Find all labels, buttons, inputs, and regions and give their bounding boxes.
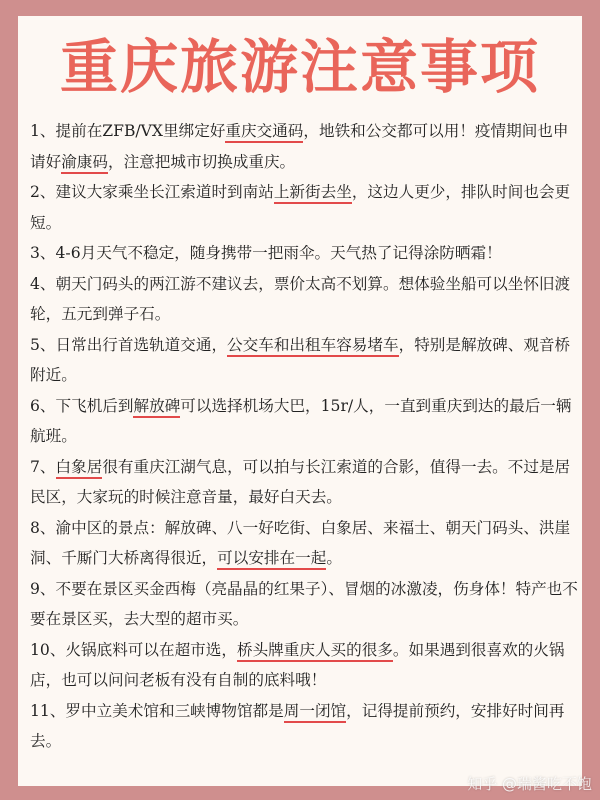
tip-item-8 <box>30 513 578 574</box>
tip-item-9 <box>30 574 578 635</box>
tip-text: 7、 <box>30 457 56 476</box>
tip-text: 2、建议大家乘坐长江索道时到南站 <box>30 183 274 201</box>
tip-text: 。 <box>326 549 342 567</box>
highlight-text: 上新街去坐 <box>274 183 352 204</box>
tip-text: 9、不要在景区买金西梅（亮晶晶的红果子）、冒烟的冰激凌，伤身体！特产也不要在景区买，去大型的超市买。 <box>30 579 578 628</box>
tip-text: 11、罗中立美术馆和三峡博物馆都是 <box>30 701 284 720</box>
highlight-text: 白象居 <box>56 458 103 479</box>
tip-item-7 <box>30 452 578 513</box>
note-card <box>18 16 582 786</box>
tip-text: 10、火锅底料可以在超市选， <box>30 640 237 659</box>
tip-text: 。如果遇到很喜欢的火锅店，也可以问问老板有没有自制的底料哦！ <box>30 640 565 689</box>
highlight-text: 渝康码 <box>61 153 108 174</box>
page-title: 重庆旅游注意事项 <box>59 33 540 101</box>
tip-text: 1、提前在ZFB/VX里绑定好 <box>30 122 226 140</box>
tip-item-1 <box>30 116 578 177</box>
highlight-text: 解放碑 <box>133 397 180 418</box>
tip-item-4 <box>30 269 578 330</box>
highlight-text: 桥头牌重庆人买的很多 <box>237 641 393 662</box>
tip-item-2 <box>30 177 578 238</box>
tip-text: 很有重庆江湖气息，可以拍与长江索道的合影，值得一去。不过是居民区，大家玩的时候注意音量，最好白天去。 <box>30 457 571 506</box>
tip-text: 4、朝天门码头的两江游不建议去，票价太高不划算。想体验坐船可以坐怀旧渡轮，五元到弹子石。 <box>30 274 571 323</box>
tip-text: ，特别是解放碑、观音桥附近。 <box>30 335 571 384</box>
tip-item-11 <box>30 696 578 757</box>
highlight-text: 公交车和出租车容易堵车 <box>227 336 399 357</box>
tip-text: 3、4-6月天气不稳定，随身携带一把雨伞。天气热了记得涂防晒霜！ <box>30 244 502 262</box>
tip-text: ，记得提前预约，安排好时间再去。 <box>30 701 565 750</box>
highlight-text: 周一闭馆 <box>284 702 346 723</box>
tip-text: 5、日常出行首选轨道交通， <box>30 335 228 354</box>
tip-text: 8、渝中区的景点：解放碑、八一好吃街、白象居、来福士、朝天门码头、洪崖洞、千厮门大桥离得很近， <box>30 518 571 567</box>
watermark: 知乎 @瑞酱吃不饱 <box>467 775 592 793</box>
tip-text: ，这边人更少，排队时间也会更短。 <box>30 183 571 232</box>
tip-item-3 <box>30 238 578 269</box>
tips-list <box>30 116 578 757</box>
highlight-text: 可以安排在一起 <box>217 549 326 570</box>
tip-text: ，注意把城市切换成重庆。 <box>108 152 296 171</box>
tip-text: ，地铁和公交都可以用！疫情期间也申请好 <box>30 122 569 171</box>
tip-text: 6、下飞机后到 <box>30 396 134 415</box>
tip-item-6 <box>30 391 578 452</box>
tip-text: 可以选择机场大巴，15r/人，一直到重庆到达的最后一辆航班。 <box>30 396 572 445</box>
highlight-text: 重庆交通码 <box>225 122 303 143</box>
tip-item-10 <box>30 635 578 696</box>
tip-item-5 <box>30 330 578 391</box>
